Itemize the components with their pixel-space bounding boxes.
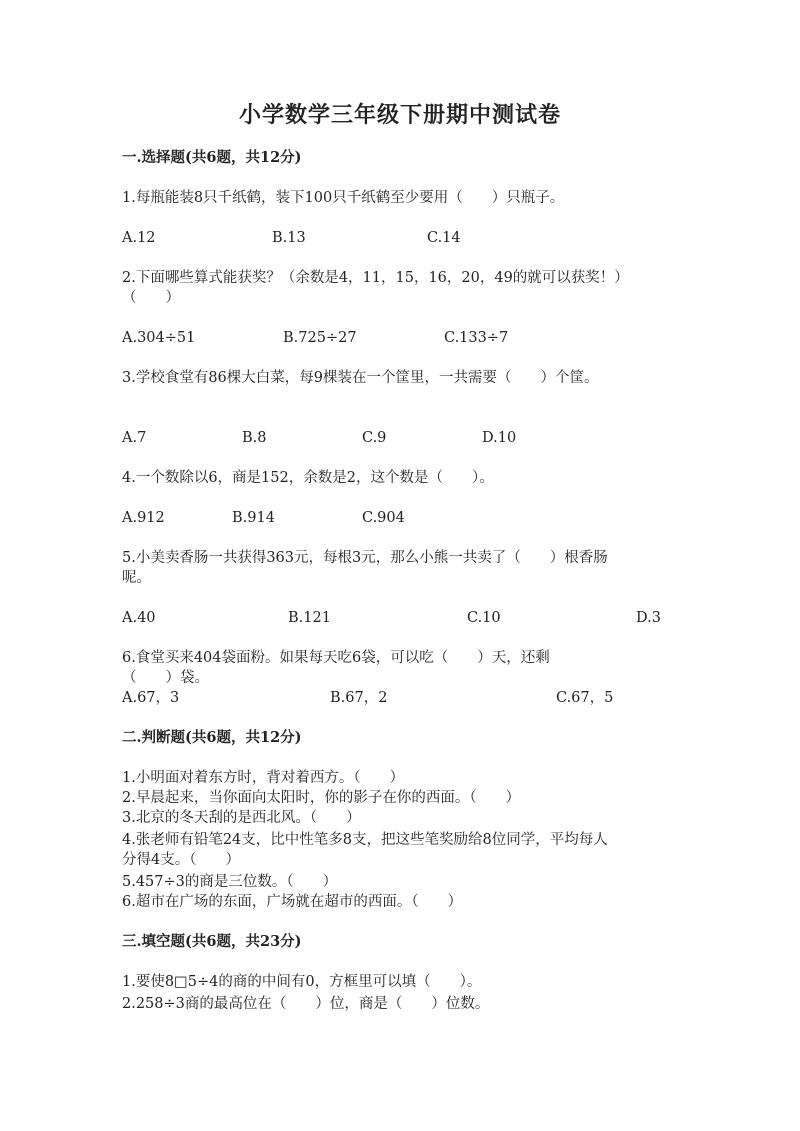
question-text: 6.食堂买来404袋面粉。如果每天吃6袋，可以吃（ ）天，还剩: [122, 650, 550, 666]
option-b: B.67，2: [330, 690, 388, 706]
question-text: 2.下面哪些算式能获奖？（余数是4，11，15，16，20，49的就可以获奖！）: [122, 270, 629, 286]
option-b: B.8: [242, 430, 267, 446]
option-b: B.13: [272, 230, 306, 246]
option-b: B.121: [288, 610, 331, 626]
question-text-cont: （ ）袋。: [122, 670, 209, 686]
option-d: D.3: [636, 610, 661, 626]
option-c: C.904: [362, 510, 405, 526]
section-heading-fill-in: 三.填空题(共6题，共23分): [122, 933, 302, 950]
judgement-line: 1.小明面对着东方时，背对着西方。（ ）: [122, 770, 405, 786]
question-text: 4.一个数除以6，商是152，余数是2，这个数是（ ）。: [122, 470, 494, 486]
option-c: C.10: [467, 610, 501, 626]
option-c: C.9: [362, 430, 387, 446]
option-b: B.914: [232, 510, 275, 526]
question-text: 3.学校食堂有86棵大白菜，每9棵装在一个筐里，一共需要（ ）个筐。: [122, 370, 599, 386]
judgement-line: 5.457÷3的商是三位数。（ ）: [122, 874, 338, 890]
question-text-cont: （ ）: [122, 290, 180, 306]
section-heading-choice: 一.选择题(共6题，共12分): [122, 149, 302, 166]
judgement-line: 3.北京的冬天刮的是西北风。（ ）: [122, 810, 361, 826]
option-a: A.912: [122, 510, 165, 526]
fill-in-line: 2.258÷3商的最高位在（ ）位，商是（ ）位数。: [122, 996, 490, 1012]
page-title: 小学数学三年级下册期中测试卷: [238, 102, 561, 128]
option-a: A.40: [122, 610, 156, 626]
option-a: A.304÷51: [122, 330, 196, 346]
judgement-line: 4.张老师有铅笔24支，比中性笔多8支，把这些笔奖励给8位同学，平均每人: [122, 832, 608, 848]
option-d: D.10: [482, 430, 517, 446]
option-b: B.725÷27: [283, 330, 357, 346]
fill-in-line: 1.要使8□5÷4的商的中间有0，方框里可以填（ ）。: [122, 974, 482, 990]
judgement-line: 6.超市在广场的东面，广场就在超市的西面。（ ）: [122, 894, 463, 910]
option-c: C.14: [427, 230, 461, 246]
question-text: 1.每瓶能装8只千纸鹤，装下100只千纸鹤至少要用（ ）只瓶子。: [122, 190, 565, 206]
judgement-line: 2.早晨起来，当你面向太阳时，你的影子在你的西面。（ ）: [122, 790, 521, 806]
section-heading-judgement: 二.判断题(共6题，共12分): [122, 729, 302, 746]
option-a: A.67，3: [122, 690, 180, 706]
question-text: 5.小美卖香肠一共获得363元，每根3元，那么小熊一共卖了（ ）根香肠: [122, 550, 608, 566]
option-c: C.67，5: [556, 690, 614, 706]
question-text-cont: 呢。: [122, 570, 151, 586]
judgement-line-cont: 分得4支。（ ）: [122, 852, 240, 868]
option-c: C.133÷7: [444, 330, 509, 346]
option-a: A.12: [122, 230, 156, 246]
option-a: A.7: [122, 430, 147, 446]
